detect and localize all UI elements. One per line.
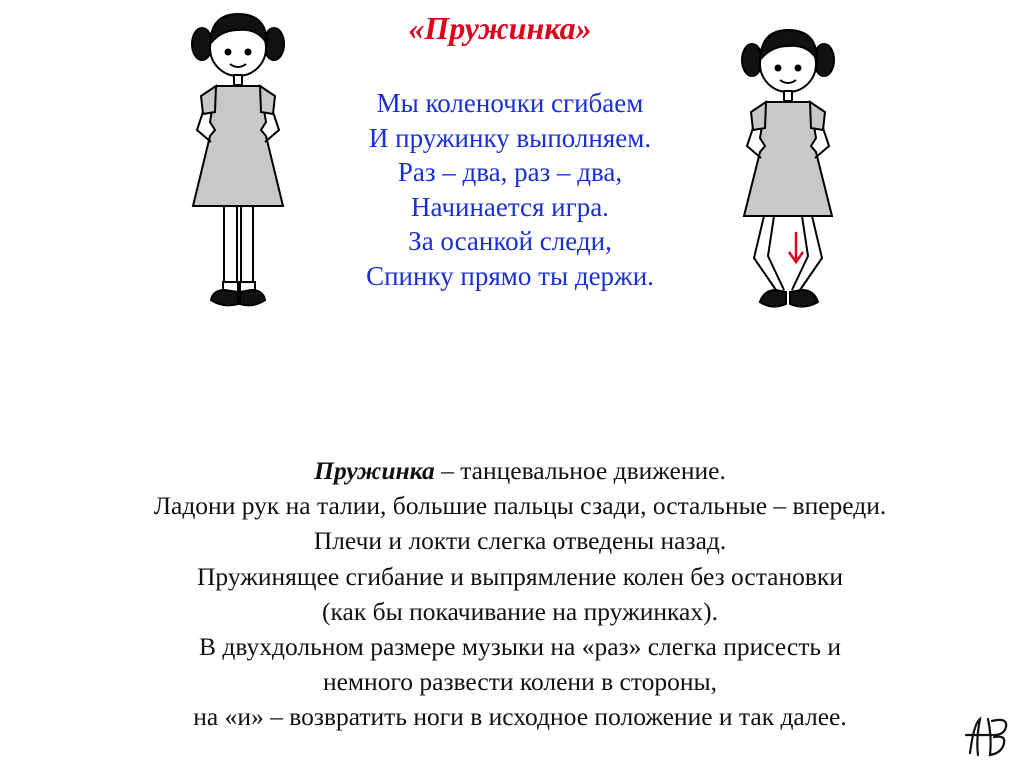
description-line: немного развести колени в стороны, xyxy=(322,667,718,697)
description-line: на «и» – возвратить ноги в исходное положение и так далее. xyxy=(193,702,847,732)
description-line: В двухдольном размере музыки на «раз» слегка присесть и xyxy=(199,632,841,662)
description xyxy=(40,453,1000,735)
page-title: «Пружинка» xyxy=(408,10,592,46)
poem xyxy=(300,86,720,293)
poem-line: За осанкой следи, xyxy=(408,226,612,256)
poem-line: Мы коленочки сгибаем xyxy=(376,88,644,118)
down-arrow-icon xyxy=(789,232,803,262)
poem-line: Спинку прямо ты держи. xyxy=(366,260,654,291)
description-line: Плечи и локти слегка отведены назад. xyxy=(313,526,727,556)
girl-standing-illustration xyxy=(183,0,293,330)
poem-line: Начинается игра. xyxy=(411,191,609,222)
poem-line: Раз – два, раз – два, xyxy=(397,157,623,187)
term-definition: – танцевальное движение. xyxy=(434,456,726,485)
description-line: (как бы покачивание на пружинках). xyxy=(322,596,718,626)
description-heading xyxy=(40,453,1000,488)
description-line: Ладони рук на талии, большие пальцы сзади, остальные – впереди. xyxy=(153,491,887,521)
term: Пружинка xyxy=(314,456,435,485)
description-line: Пружинящее сгибание и выпрямление колен без остановки xyxy=(197,561,843,591)
girl-squat-illustration xyxy=(730,20,845,320)
signature-monogram xyxy=(962,713,1014,761)
poem-line: И пружинку выполняем. xyxy=(368,122,652,153)
